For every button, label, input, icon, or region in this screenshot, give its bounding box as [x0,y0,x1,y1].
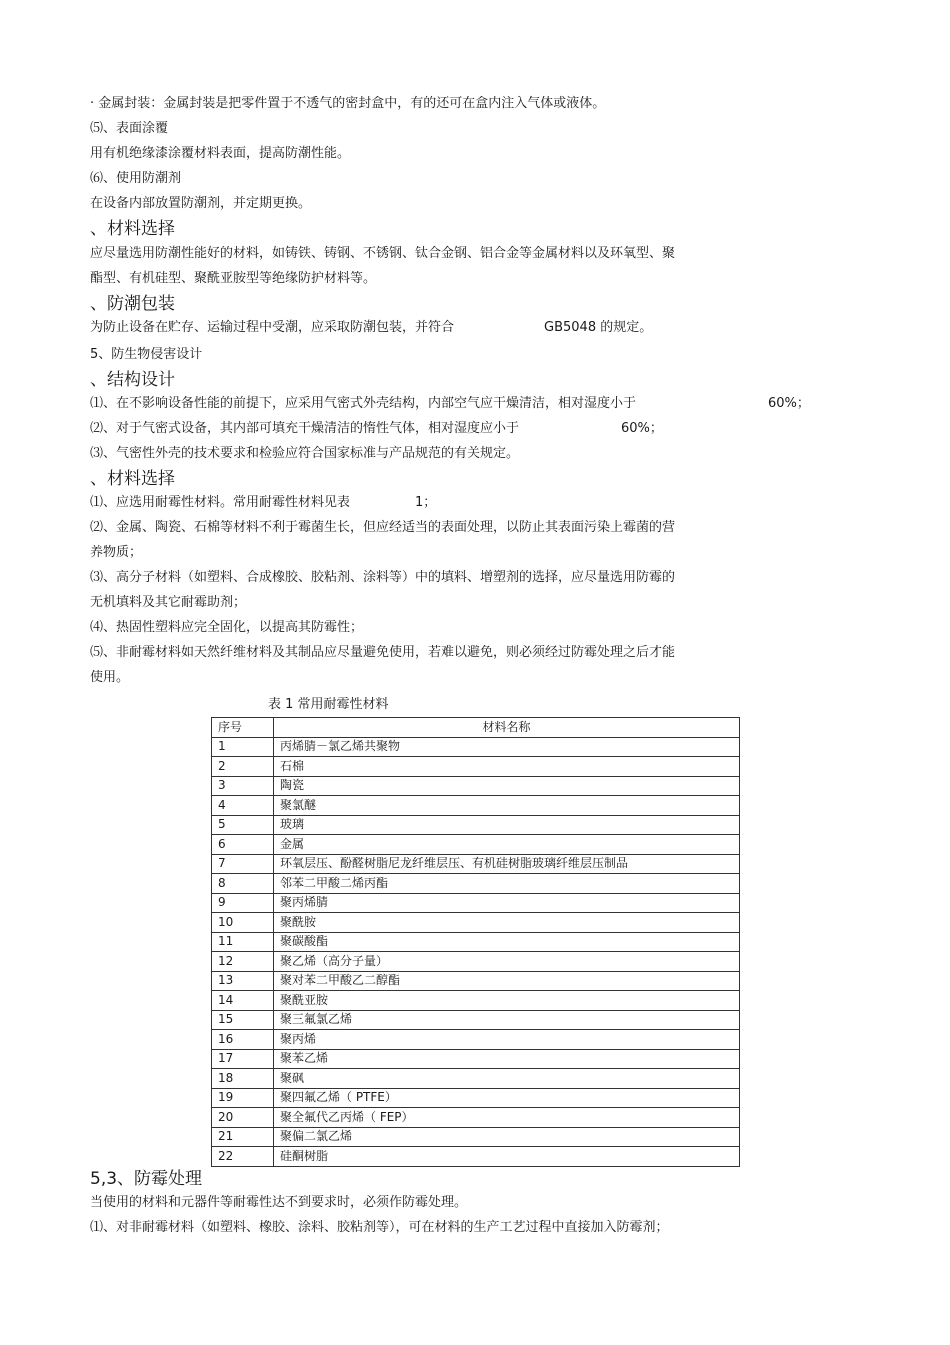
table-row [212,757,740,777]
item-desiccant: ⑹、使用防潮剂 [90,171,182,186]
paragraph-materials-2: 酯型、有机硅型、聚酰亚胺型等绝缘防护材料等。 [90,271,377,286]
table-row [212,815,740,835]
row-index: 8 [212,874,274,894]
item-mold-resistant [90,495,436,511]
heading-mold-treatment: 5,3、防霉处理 [90,1169,203,1189]
table-row [212,776,740,796]
heading-material-selection: 、材料选择 [90,219,175,239]
table-row [212,971,740,991]
row-material-name: 环氧层压、酚醛树脂尼龙纤维层压、有机硅树脂玻璃纤维层压制品 [274,854,740,874]
row-material-name: 硅酮树脂 [274,1147,740,1167]
heading-material-selection-2: 、材料选择 [90,469,175,489]
row-material-name: 丙烯腈－氯乙烯共聚物 [274,737,740,757]
item-inert-gas [90,421,663,437]
row-index: 9 [212,893,274,913]
item-natural-fiber-1: ⑸、非耐霉材料如天然纤维材料及其制品应尽量避免使用，若难以避免，则必须经过防霉处理之后才能 [90,645,676,660]
row-index: 7 [212,854,274,874]
row-index: 4 [212,796,274,816]
inert-gas-text: ⑵、对于气密式设备，其内部可填充干燥清洁的惰性气体，相对湿度应小于 [90,421,520,436]
table-row [212,932,740,952]
table-row [212,1088,740,1108]
row-index: 17 [212,1049,274,1069]
row-material-name: 聚全氟代乙丙烯（ FEP） [274,1108,740,1128]
row-index: 22 [212,1147,274,1167]
row-material-name: 聚偏二氯乙烯 [274,1127,740,1147]
row-material-name: 聚苯乙烯 [274,1049,740,1069]
header-index: 序号 [212,718,274,738]
row-material-name: 聚三氟氯乙烯 [274,1010,740,1030]
paragraph-mold-treatment: 当使用的材料和元器件等耐霉性达不到要求时，必须作防霉处理。 [90,1195,468,1210]
packaging-text: 为防止设备在贮存、运输过程中受潮，应采取防潮包装，并符合 [90,320,455,335]
item-metal-ceramic-1: ⑵、金属、陶瓷、石棉等材料不利于霉菌生长，但应经适当的表面处理，以防止其表面污染上霉菌的营 [90,520,676,535]
standard-ref: GB5048 的规定。 [544,320,653,335]
row-material-name: 聚碳酸酯 [274,932,740,952]
mold-resistant-text: ⑴、应选用耐霉性材料。常用耐霉性材料见表 [90,495,351,510]
item-shell-requirements: ⑶、气密性外壳的技术要求和检验应符合国家标准与产品规范的有关规定。 [90,446,520,461]
table-row [212,893,740,913]
table-row [212,1069,740,1089]
item-natural-fiber-2: 使用。 [90,670,130,685]
item-airtight-shell [90,396,810,412]
row-material-name: 聚四氟乙烯（ PTFE） [274,1088,740,1108]
row-index: 13 [212,971,274,991]
table-header-row [212,718,740,738]
table-row [212,1049,740,1069]
paragraph-materials-1: 应尽量选用防潮性能好的材料，如铸铁、铸钢、不锈钢、钛合金钢、铝合金等金属材料以及环氧型、聚 [90,246,676,261]
table-row [212,796,740,816]
row-material-name: 聚酰亚胺 [274,991,740,1011]
row-material-name: 聚砜 [274,1069,740,1089]
table-row [212,1030,740,1050]
section-bio-protection: 5、防生物侵害设计 [90,347,203,362]
paragraph-metal-sealing: · 金属封装：金属封装是把零件置于不透气的密封盒中，有的还可在盒内注入气体或液体。 [90,96,606,111]
row-index: 14 [212,991,274,1011]
paragraph-packaging [90,320,652,336]
item-polymer-1: ⑶、高分子材料（如塑料、合成橡胶、胶粘剂、涂料等）中的填料、增塑剂的选择，应尽量选用防霉的 [90,570,676,585]
row-material-name: 陶瓷 [274,776,740,796]
row-index: 6 [212,835,274,855]
table-row [212,874,740,894]
header-material-name: 材料名称 [274,718,740,738]
row-material-name: 聚乙烯（高分子量） [274,952,740,972]
table-row [212,1147,740,1167]
row-index: 2 [212,757,274,777]
item-thermoset: ⑷、热固性塑料应完全固化，以提高其防霉性； [90,620,364,635]
item-surface-coating: ⑸、表面涂覆 [90,121,169,136]
humidity-value-2: 60%； [621,421,663,436]
row-index: 10 [212,913,274,933]
table-row [212,854,740,874]
row-index: 20 [212,1108,274,1128]
row-index: 18 [212,1069,274,1089]
table-row [212,952,740,972]
heading-moisture-packaging: 、防潮包装 [90,294,175,314]
row-material-name: 石棉 [274,757,740,777]
row-material-name: 邻苯二甲酸二烯丙酯 [274,874,740,894]
row-index: 19 [212,1088,274,1108]
row-index: 3 [212,776,274,796]
table-ref: 1； [415,495,437,510]
table-row [212,737,740,757]
row-index: 12 [212,952,274,972]
row-material-name: 聚对苯二甲酸乙二醇酯 [274,971,740,991]
table-row [212,991,740,1011]
row-material-name: 聚酰胺 [274,913,740,933]
paragraph-coating: 用有机绝缘漆涂覆材料表面，提高防潮性能。 [90,146,351,161]
row-index: 5 [212,815,274,835]
row-index: 15 [212,1010,274,1030]
materials-table [211,717,740,1167]
table-body [212,737,740,1166]
airtight-text: ⑴、在不影响设备性能的前提下，应采用气密式外壳结构，内部空气应干燥清洁，相对湿度小于 [90,396,637,411]
row-index: 21 [212,1127,274,1147]
row-index: 11 [212,932,274,952]
heading-structure-design: 、结构设计 [90,370,175,390]
row-material-name: 聚丙烯 [274,1030,740,1050]
table-row [212,913,740,933]
table-caption: 表 1 常用耐霉性材料 [268,697,389,712]
item-antifungal-additive: ⑴、对非耐霉材料（如塑料、橡胶、涂料、胶粘剂等），可在材料的生产工艺过程中直接加入防霉剂； [90,1220,669,1235]
item-metal-ceramic-2: 养物质； [90,545,143,560]
humidity-value-1: 60%； [768,396,810,411]
row-index: 1 [212,737,274,757]
row-material-name: 金属 [274,835,740,855]
table-row [212,1010,740,1030]
table-row [212,1127,740,1147]
table-row [212,1108,740,1128]
paragraph-desiccant: 在设备内部放置防潮剂，并定期更换。 [90,196,312,211]
row-index: 16 [212,1030,274,1050]
table-row [212,835,740,855]
row-material-name: 玻璃 [274,815,740,835]
row-material-name: 聚丙烯腈 [274,893,740,913]
row-material-name: 聚氯醚 [274,796,740,816]
item-polymer-2: 无机填料及其它耐霉助剂； [90,595,247,610]
